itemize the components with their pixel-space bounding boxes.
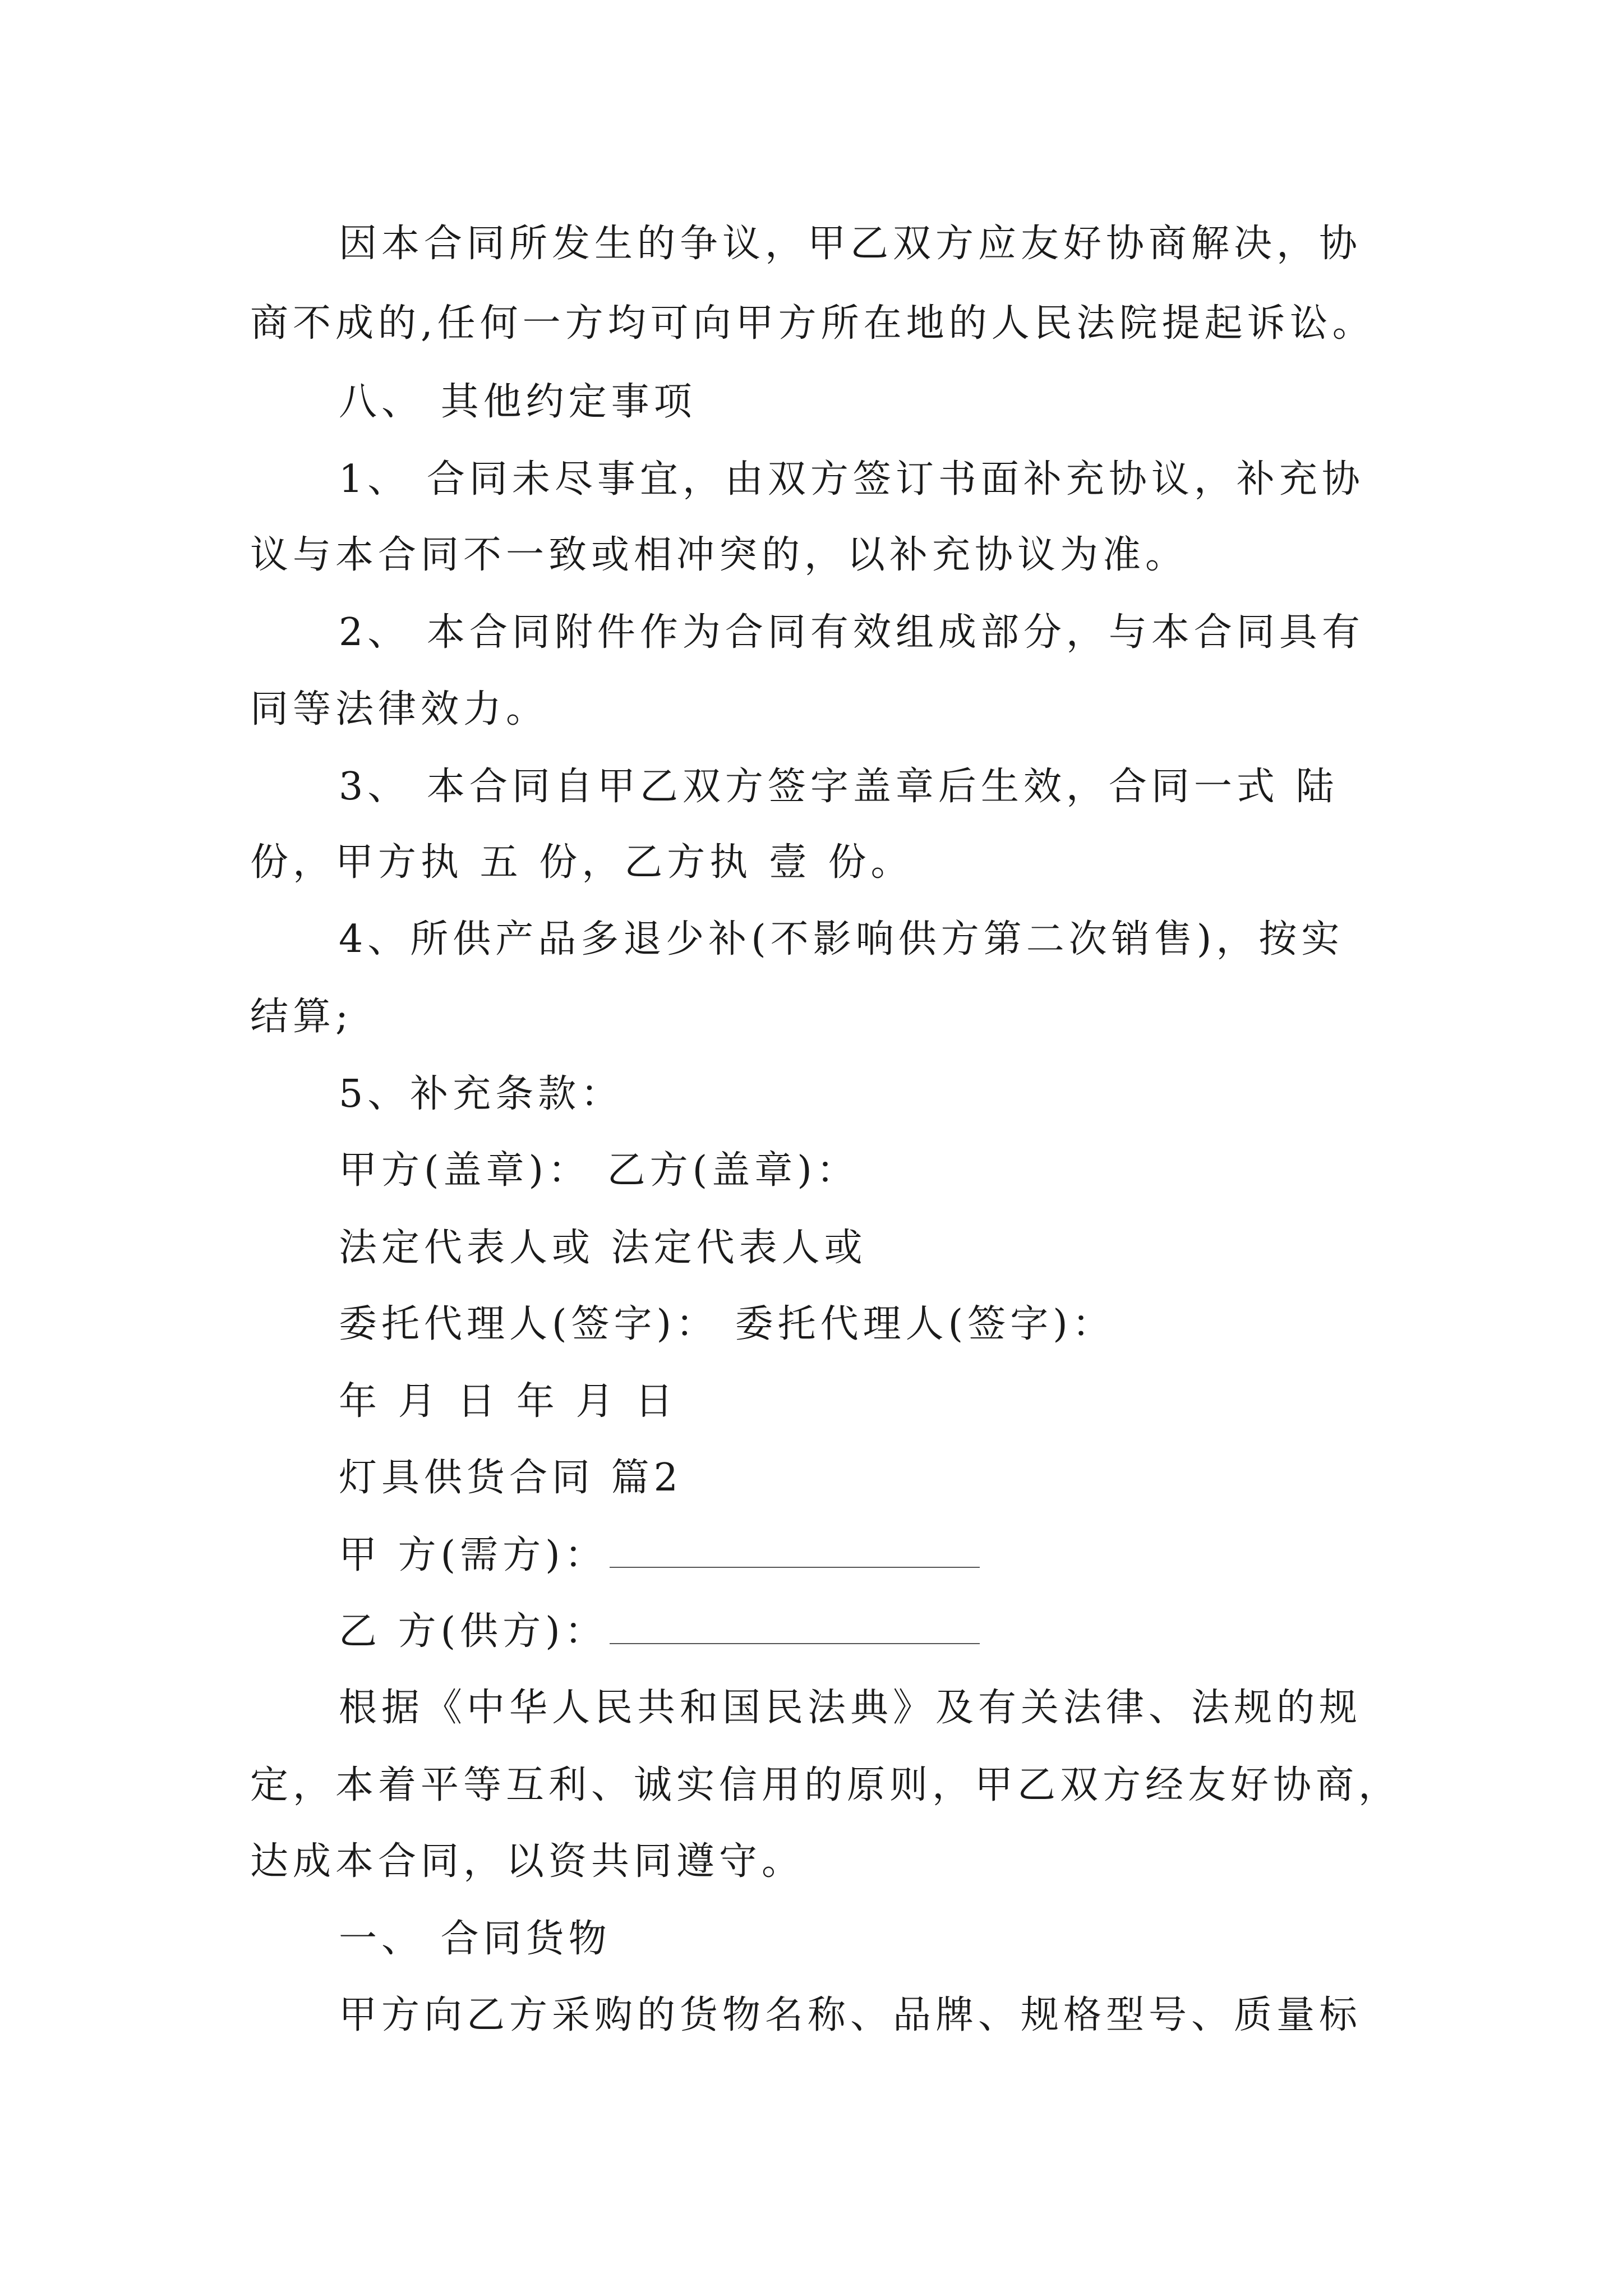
paragraph-line: 商不成的,任何一方均可向甲方所在地的人民法院提起诉讼。	[250, 301, 1375, 346]
signature-line: 法定代表人或 法定代表人或	[339, 1226, 867, 1270]
paragraph-line: 3、 本合同自甲乙双方签字盖章后生效，合同一式 陆	[339, 765, 1339, 809]
party-b-blank	[610, 1643, 980, 1644]
paragraph-line: 根据《中华人民共和国民法典》及有关法律、法规的规	[339, 1686, 1362, 1730]
paragraph-line: 同等法律效力。	[250, 687, 549, 731]
paragraph-line: 结算;	[250, 995, 353, 1039]
paragraph-line: 份，甲方执 五 份，乙方执 壹 份。	[250, 840, 914, 885]
document-title: 灯具供货合同 篇2	[339, 1456, 683, 1500]
paragraph-line: 4、所供产品多退少补(不影响供方第二次销售)，按实	[339, 917, 1344, 961]
paragraph-line: 定，本着平等互利、诚实信用的原则，甲乙双方经友好协商，	[250, 1763, 1401, 1807]
section-heading: 一、 合同货物	[339, 1917, 611, 1961]
paragraph-line: 达成本合同，以资共同遵守。	[250, 1839, 805, 1884]
section-heading: 八、 其他约定事项	[339, 380, 697, 424]
party-a-line	[339, 1530, 980, 1581]
party-a-blank	[610, 1567, 980, 1568]
paragraph-line: 2、 本合同附件作为合同有效组成部分，与本合同具有	[339, 610, 1364, 655]
paragraph-line: 因本合同所发生的争议，甲乙双方应友好协商解决，协	[339, 222, 1362, 266]
party-b-line	[339, 1607, 980, 1657]
signature-line: 委托代理人(签字)： 委托代理人(签字)：	[339, 1302, 1115, 1346]
paragraph-line: 甲方向乙方采购的货物名称、品牌、规格型号、质量标	[339, 1993, 1362, 2037]
paragraph-line: 1、 合同未尽事宜，由双方签订书面补充协议，补充协	[339, 457, 1364, 501]
party-b-label: 乙 方(供方)：	[339, 1609, 607, 1654]
date-line: 年 月 日 年 月 日	[339, 1379, 678, 1424]
party-a-label: 甲 方(需方)：	[339, 1533, 607, 1577]
paragraph-line: 议与本合同不一致或相冲突的，以补充协议为准。	[250, 533, 1188, 577]
signature-line: 甲方(盖章)： 乙方(盖章)：	[339, 1148, 859, 1193]
paragraph-line: 5、补充条款：	[339, 1072, 624, 1116]
